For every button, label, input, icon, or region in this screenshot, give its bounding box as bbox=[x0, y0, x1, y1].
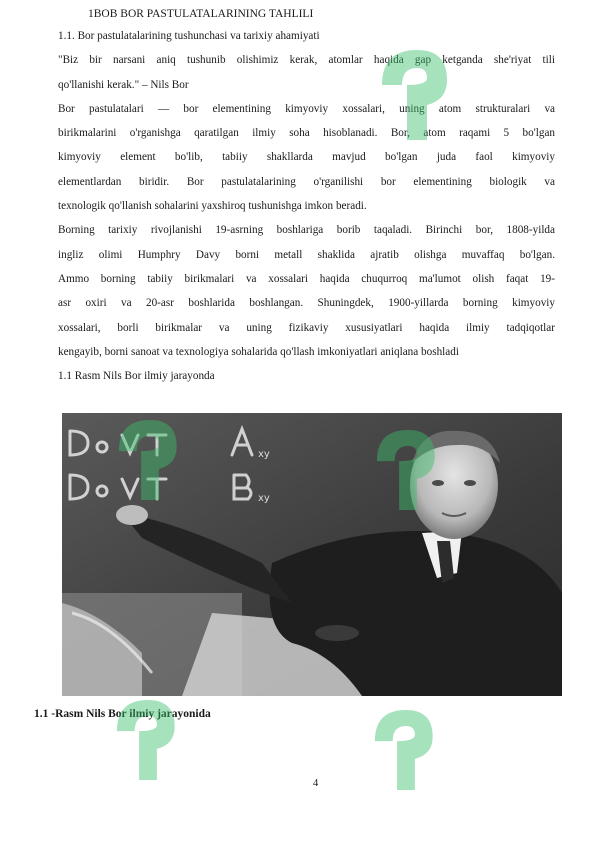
lower-hand bbox=[315, 625, 359, 641]
chalk-subscript: xy bbox=[258, 449, 270, 460]
quote-line: qo'llanishi kerak." – Nils Bor bbox=[58, 78, 189, 91]
paragraph-line: kengayib, borni sanoat va texnologiya sohalarida qo'llash imkoniyatlari aniqlana boshladi bbox=[58, 345, 459, 358]
photo-niels-bohr bbox=[62, 413, 562, 696]
paragraph-line: Bor pastulatalari — bor elementining kimyoviy xossalari, uning atom strukturalari va bbox=[58, 102, 555, 115]
paragraph-line: kimyoviy element bo'lib, tabiiy shakllarda mavjud bo'lgan juda faol kimyoviy bbox=[58, 151, 555, 164]
paragraph-line: asr oxiri va 20-asr boshlarida boshlangan. Shuningdek, 1900-yillarda borning kimyoviy bbox=[58, 297, 555, 310]
paragraph-line: Ammo borning tabiiy birikmalari va xossalari haqida chuqurroq ma'lumot olish faqat 19- bbox=[58, 272, 555, 285]
paragraph-line: ingliz olimi Humphry Davy borni metall shaklida ajratib olishga muvaffaq bo'lgan. bbox=[58, 248, 555, 261]
page-number: 4 bbox=[313, 778, 319, 789]
hand bbox=[116, 505, 148, 525]
watermark-logo-icon bbox=[366, 700, 446, 800]
quote-line: "Biz bir narsani aniq tushunib olishimiz kerak, atomlar haqida gap ketganda she'riyat tili bbox=[58, 54, 555, 67]
paragraph-line: elementlardan biridir. Bor pastulatalarining o'rganilishi bor elementining biologik va bbox=[58, 175, 555, 188]
paragraph-line: xossalari, borli birikmalar va uning fizikaviy xususiyatlari haqida ilmiy tadqiqotlar bbox=[58, 321, 555, 334]
text-block bbox=[58, 0, 555, 388]
figure-label: 1.1 Rasm Nils Bor ilmiy jarayonda bbox=[58, 370, 215, 383]
chapter-title: 1BOB BOR PASTULATALARINING TAHLILI bbox=[88, 8, 314, 20]
chalk-subscript: xy bbox=[258, 493, 270, 504]
paragraph-line: texnologik qo'llanish sohalarini yaxshiroq tushunishga imkon beradi. bbox=[58, 200, 367, 213]
paragraph-line: birikmalarini o'rganishga qaratilgan ilmiy soha hisoblanadi. Bor, atom raqami 5 bo'lgan bbox=[58, 127, 555, 140]
figure-caption: 1.1 -Rasm Nils Bor ilmiy jarayonida bbox=[34, 708, 211, 720]
section-title: 1.1. Bor pastulatalarining tushunchasi va tarixiy ahamiyati bbox=[58, 30, 320, 42]
paragraph-line: Borning tarixiy rivojlanishi 19-asrning boshlariga borib taqaladi. Birinchi bor, 1808-yilda bbox=[58, 224, 555, 237]
